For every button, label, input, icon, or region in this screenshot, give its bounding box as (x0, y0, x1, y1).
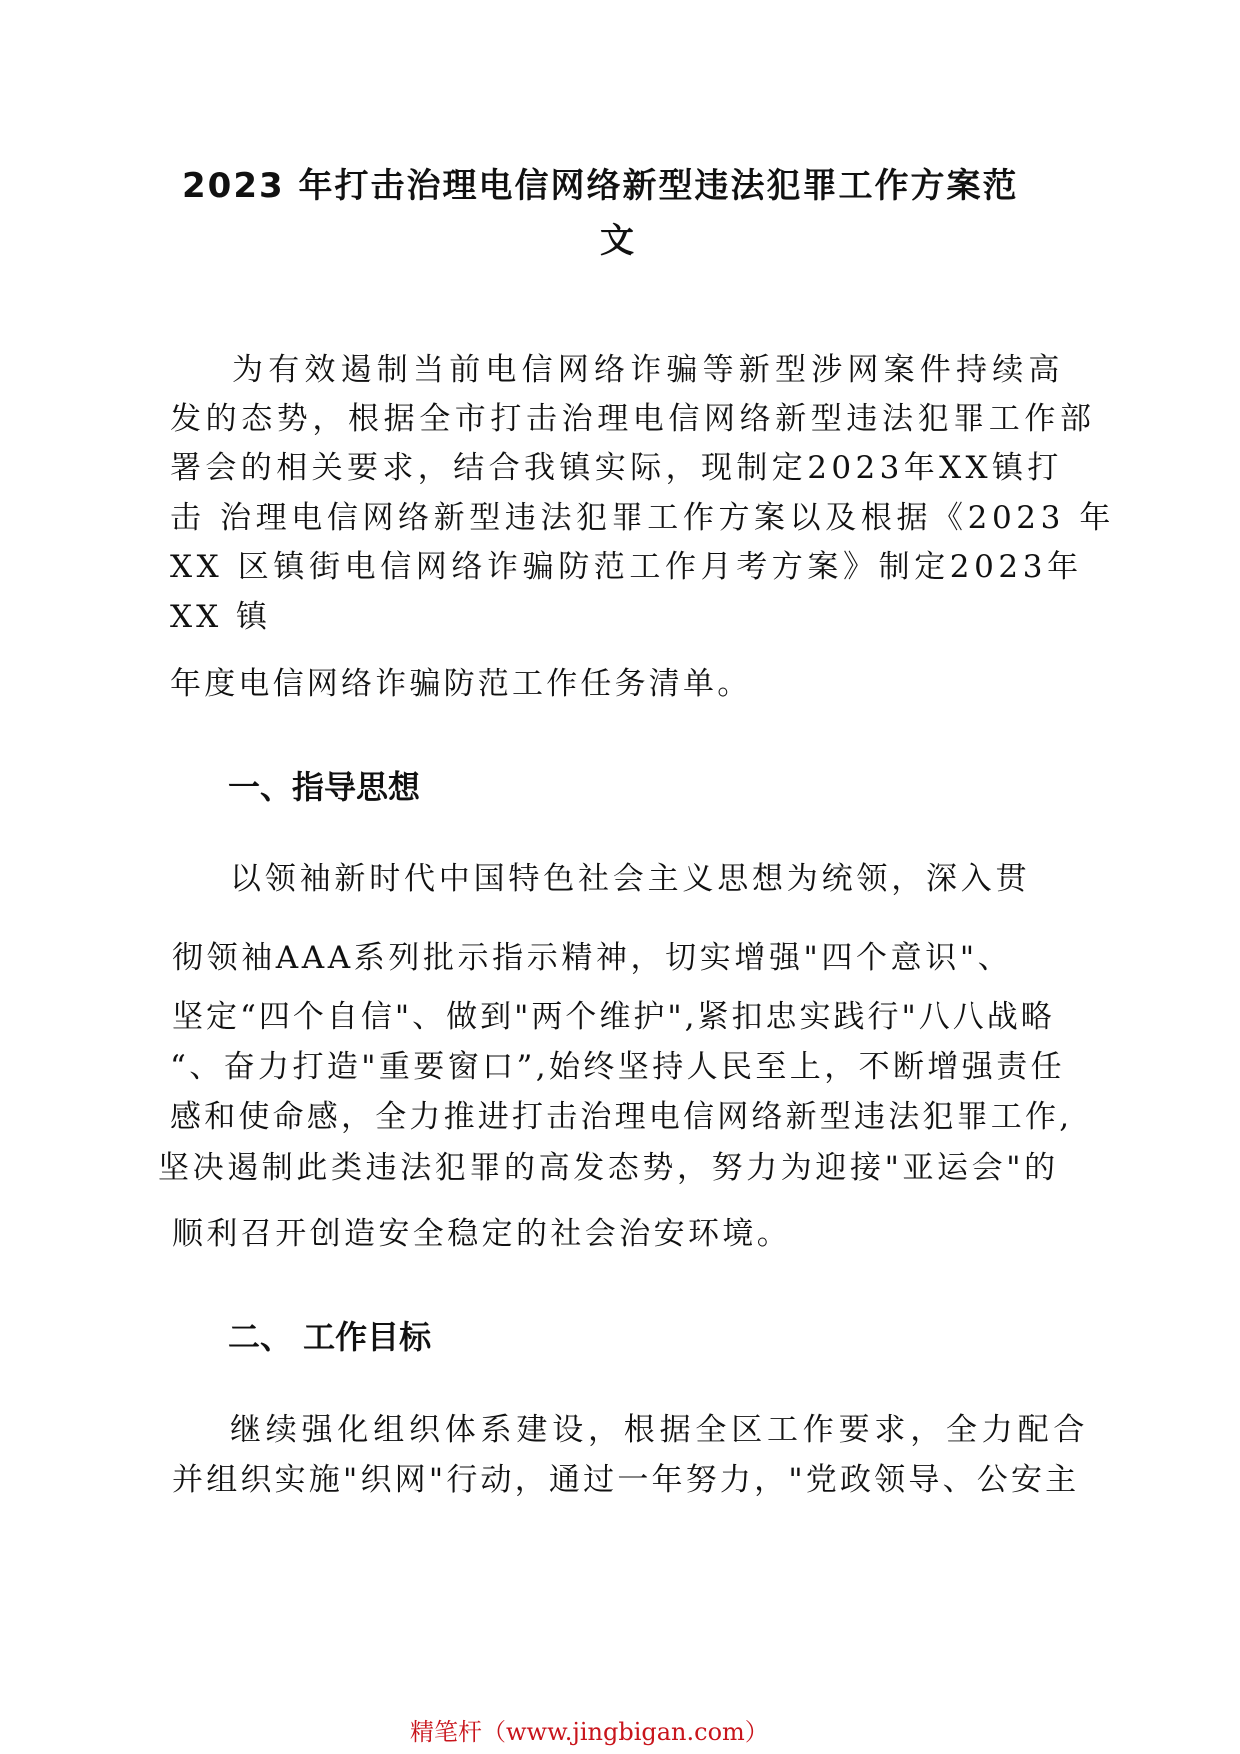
intro-line: 发的态势，根据全市打击治理电信网络新型违法犯罪工作部 (170, 401, 1096, 437)
document-title-line-1: 2023 年打击治理电信网络新型违法犯罪工作方案范 (182, 166, 1019, 206)
section1-line: 以领袖新时代中国特色社会主义思想为统领，深入贯 (230, 861, 1031, 897)
intro-line: XX 区镇街电信网络诈骗防范工作月考方案》制定2023年 (170, 549, 1083, 585)
footer-source-watermark: 精笔杆（www.jingbigan.com） (410, 1718, 769, 1746)
section2-line: 并组织实施"织网"行动，通过一年努力，"党政领导、公安主 (172, 1462, 1080, 1498)
section-heading-guiding-ideology: 一、指导思想 (228, 768, 421, 806)
intro-line: 为有效遏制当前电信网络诈骗等新型涉网案件持续高 (232, 352, 1065, 388)
intro-line: 署会的相关要求，结合我镇实际，现制定2023年XX镇打 (170, 450, 1063, 486)
intro-line: 年度电信网络诈骗防范工作任务清单。 (170, 666, 752, 702)
intro-line: 击 治理电信网络新型违法犯罪工作方案以及根据《2023 年 (170, 500, 1115, 536)
section1-line: “、奋力打造"重要窗口”,始终坚持人民至上，不断增强责任 (170, 1049, 1066, 1085)
section-heading-work-goals: 二、 工作目标 (228, 1318, 432, 1356)
section1-line: 坚定“四个自信"、做到"两个维护",紧扣忠实践行"八八战略 (172, 999, 1055, 1035)
section1-line: 顺利召开创造安全稳定的社会治安环境。 (172, 1216, 792, 1252)
section2-line: 继续强化组织体系建设，根据全区工作要求，全力配合 (230, 1412, 1090, 1448)
section1-line: 感和使命感，全力推进打击治理电信网络新型违法犯罪工作, (170, 1099, 1073, 1135)
intro-line: XX 镇 (170, 599, 271, 635)
section1-line: 坚决遏制此类违法犯罪的高发态势，努力为迎接"亚运会"的 (158, 1150, 1059, 1186)
document-title-line-2: 文 (600, 221, 636, 261)
section1-line: 彻领袖AAA系列批示指示精神，切实增强"四个意识"、 (172, 940, 1013, 976)
